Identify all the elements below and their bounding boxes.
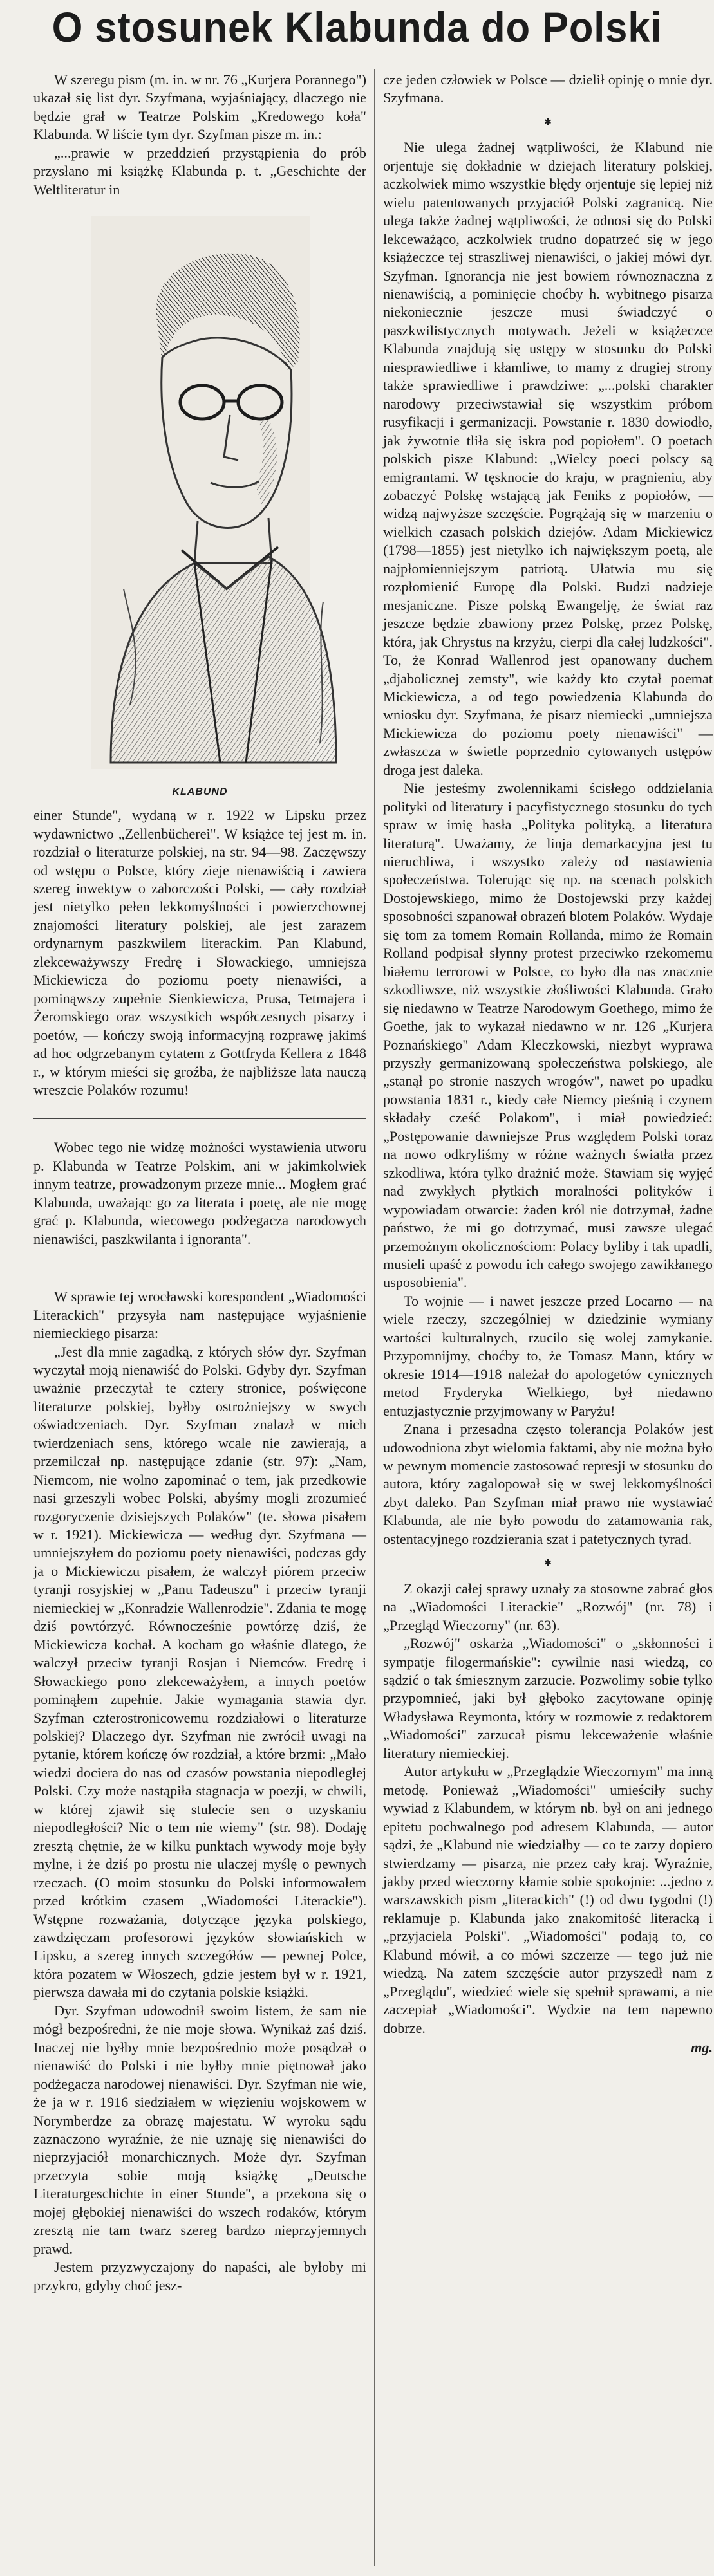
author-signature: mg.	[691, 2039, 713, 2056]
paragraph: Nie ulega żadnej wątpliwości, że Klabund nie orjentuje się dokładnie w dziejach literatury polskiej, aczkolwiek mimo wszystkie błędy orjentuje się lepiej niż wielu patentowanych przyjaciół Polski zagranicą. Nie ulega także żadnej wątpliwości, że odnosi się do Polski lekceważąco, aczkolwiek trudno dopatrzeć się w jego książeczce tej straszliwej nienawiści, o jakiej mówi dyr. Szyfman. Ignorancja nie jest bowiem równoznaczna z nienawiścią, a pominięcie choćby h. wybitnego pisarza niekoniecznie jeszcze musi świadczyć o paszkwilistycznych motywach. Jeżeli w książeczce Klabunda znajdują się ustępy w stosunku do Polski niesprawiedliwe i kłamliwe, to mamy z drugiej strony także sprawiedliwe i prawdziwe: „...polski charakter narodowy przeciwstawiał się wszystkim próbom rusyfikacji i germanizacji. Powstanie r. 1830 dowiodło, jak żywotnie tliła się iskra pod popiołem". O poetach polskich pisze Klabund: „Wielcy poeci polscy są emigrantami. W tęsknocie do kraju, w pragnieniu, aby zobaczyć Polskę wstającą jak Feniks z popiołów, — widzą najwyższe szczęście. Pogrążają się w marzeniu o wielkich czasach polskich dziejów. Adam Mickiewicz (1798—1855) jest nietylko ich największym poetą, ale najpłomienniejszym patriotą. Ułatwia mu się rozpłomienić Europę dla Polski. Budzi nadzieje mesjaniczne. Pisze polską Ewangelję, że świat raz jeszcze będzie zbawiony przez Polskę, przez Polskę, która, jak Chrystus na krzyżu, cierpi dla całej ludzkości". To, że Konrad Wallenrod jest opanowany duchem „djabolicznej zemsty", wie każdy kto czytał poemat Mickiewicza, a od tego powiedzenia Klabunda do wniosku dyr. Szyfmana, że pisarz niemiecki „umniejsza Mickiewicza do poziomu poety nienawiści" — zwłaszcza w świetle poprzednio cytowanych ustępów droga jest daleka.	[383, 139, 713, 778]
paragraph: Nie jesteśmy zwolennikami ścisłego oddzielania polityki od literatury i pacyfistycznego stosunku do tych spraw w imię hasła „Polityka polityką, a literatura literaturą". Uważamy, że linja demarkacyjna jest tu nieruchliwa, i wszystko zależy od nastawienia społeczeństwa. Tolerując się np. na scenach polskich Dostojewskiego, mimo że Dostojewski przy każdej sposobności szpanował obrazeń blotem Polaków. Wydaje się tom za tomem Romain Rollanda, mimo że Romain Rolland podpisał słynny protest przeciwko rzekomemu białemu terrorowi w Polsce, co było dla nas znacznie szkodliwsze, niż wszystkie złośliwości Klabunda. Grało się niedawno w Teatrze Narodowym Goethego, mimo że Goethe, jak to wykazał niedawno w nr. 126 „Kurjera Poznańskiego" Adam Kleczkowski, niezbyt wyprawa przyszły germanizowaną społeczeństwa polskiego, ale „stanął po stronie naszych wrogów", nawet po upadku powstania 1831 r., kiedy całe Niemcy pieśnią i czynem składały cześć Polakom", i miał powiedzieć: „Postępowanie dawniejsze Prus względem Polski toraz na nowo odkryliśmy w różne ważnych światła przez szkodliwa, która tylko drażnić może. Stawiam się wyjęć nad zwykłych płytkich moralności polityków i wypowiadam otwarcie: żaden król nie dotrzymał, żadne państwo, że mi go dotrzymać, musi zawsze ulegać przemożnym okolicznościom: Polacy byliby i tak upadli, musieli upaść z powodu ich całego swojego zawikłanego usposobienia".	[383, 780, 713, 1291]
paragraph: Z okazji całej sprawy uznały za stosowne zabrać głos na „Wiadomości Literackie" „Rozwój" (nr. 78) i „Przegląd Wieczorny" (nr. 63).	[383, 1580, 713, 1633]
paragraph: Dyr. Szyfman udowodnił swoim listem, że sam nie mógł bezpośredni, że nie moje słowa. Wynikaż zaś dziś. Inaczej nie byłby mnie bezpośrednio może posądzał o nienawiść do Polski i nie byłby mnie piętnował jako podżegacza narodowej nienawiści. Dyr. Szyfman nie wie, że ja w r. 1916 siedziałem w więzieniu wojskowem w Norymberdze za obrazę majestatu. W wyroku sądu zaznaczono wyraźnie, że nie uznaję się nienawiści do nieprzyjaciół monarchicznych. Może dyr. Szyfman przeczyta sobie moją książkę „Deutsche Literaturgeschichte in einer Stunde", a przekona się o mojej głębokiej nienawiści do wszech rodaków, którym zresztą nie tam twarz szereg bardzo nieprzyjemnych prawd.	[33, 2002, 366, 2257]
paragraph: To wojnie — i nawet jeszcze przed Locarno — na wiele rzeczy, szczególniej w dziedzinie wymiany wartości kulturalnych, rzucilo się wolej zamykanie. Przypomnijmy, choćby to, że Tomasz Mann, który w okresie 1914—1918 należał do apologetów cynicznych metod Fryderyka Wielkiego, był niedawno entuzjastycznie przyjmowany w Paryżu!	[383, 1292, 713, 1419]
paragraph: W sprawie tej wrocławski korespondent „Wiadomości Literackich" przysyła nam następujące wyjaśnienie niemieckiego pisarza:	[33, 1288, 366, 1342]
right-column	[383, 71, 713, 2057]
paragraph: „Rozwój" oskarża „Wiadomości" o „skłonności i sympatje filogermańskie": cywilnie nasi wiedzą, co sądzić o tak śmiesznym zarzucie. Pozwolimy sobie tylko przypomnieć, jaki był głęboko zacytowane opinję Władysława Reymonta, który w rozmowie z redaktorem „Wiadomości" zarzucał pismu lekceważenie właśnie literatury niemieckiej.	[383, 1635, 713, 1761]
section-star: ✱	[544, 117, 552, 127]
portrait-drawing	[33, 203, 366, 801]
paragraph: einer Stunde", wydaną w r. 1922 w Lipsku przez wydawnictwo „Zellenbücherei". W książce tej jest m. in. rozdział o literaturze polskiej, na str. 94—98. Zaczęwszy od wstępu o Polsce, który zieje nienawiścią i zawiera szereg inwektyw o zaborczości Polski, — cały rozdział jest nietylko pełen lekkomyślności i powierzchownej znajomości literatury polskiej, ale jest zarazem ordynarnym paszkwilem literackim. Pan Klabund, zlekceważywszy Fredrę i Słowackiego, umniejsza Mickiewicza do poziomu poety nienawiści, a pominąwszy zupełnie Sienkiewicza, Prusa, Tetmajera i Żeromskiego oraz wszystkich współczesnych pisarzy i poetów, — kończy swoją informacyjną rozprawę jakimś ad hoc odgrzebanym cytatem z Gottfryda Kellera z 1848 r., w którym mieści się groźba, że najbliższe lata nauczą wreszcie Polaków rozumu!	[33, 807, 366, 1098]
portrait-caption: KLABUND	[172, 786, 228, 798]
paragraph: cze jeden człowiek w Polsce — dzielił opinję o mnie dyr. Szyfmana.	[383, 71, 713, 106]
paragraph: Autor artykułu w „Przeglądzie Wieczornym" ma inną metodę. Ponieważ „Wiadomości" umieściły suchy wywiad z Klabundem, w którym nb. był on ani jednego epitetu pochwalnego pod adresem Klabunda, — autor sądzi, że „Klabund nie wiedziałby — co te zarzy dopiero stwierdzamy — pisarza, nie przez cały kraj. Wyraźnie, jakby przed wieczorny kłamie sobie spokojnie: ...jedno z warszawskich pism „literackich" (!) od dwu tygodni (!) reklamuje p. Klabunda jako znakomitość literacką i „przyjaciela Polski". „Wiadomości" podają to, co Klabund mówił, a co mówi szczerze — tego już nie wiedzą. Na zatem szczęście autor przyszedł nam z „Przeglądu", wiedzieć wiele się spełnił sprawami, a nie zaczepiał „Wiadomości". Wydzie na tem napewno dobrze.	[383, 1763, 713, 2036]
klabund-portrait	[33, 203, 366, 806]
paragraph: Jestem przyzwyczajony do napaści, ale byłoby mi przykro, gdyby choć jesz-	[33, 2259, 366, 2293]
article-title: O stosunek Klabunda do Polski	[52, 3, 662, 51]
paragraph: Znana i przesadna często tolerancja Polaków jest udowodniona zbyt wielomia faktami, aby nie można było w pewnym momencie zastosować represji w stosunku do autora, który zagalopował się w swej lekkomyślności zbyt daleko. Pan Szyfman miał prawo nie wystawiać Klabunda, ale nie było powodu do zatamowania rak, ostentacyjnego rozdzierania szat i patetycznych tyrad.	[383, 1421, 713, 1547]
section-divider	[33, 1118, 366, 1119]
paragraph: „Jest dla mnie zagadką, z których słów dyr. Szyfman wyczytał moją nienawiść do Polski. Gdyby dyr. Szyfman uważnie przeczytał te cztery stronice, poświęcone literaturze polskiej, byłby ostrożniejszy w swych oświadczeniach. Dyr. Szyfman znalazł w mich twierdzeniach sens, którego wcale nie zawierają, a przemilczał np. następujące zdanie (str. 97): „Nam, Niemcom, nie wolno zapominać o tem, jak przedkowie nasi grzeszyli wobec Polski, abyśmy mogli zrozumieć rozgoryczenie dzisiejszych Polaków" (te. słowa pisałem w r. 1921). Mickiewicza — według dyr. Szyfmana — umniejszyłem do poziomu poety nienawiści, podczas gdy ja o Mickiewiczu pisałem, że walczył piórem przeciw tyranji rosyjskiej w „Panu Tadeuszu" i przeciw tyranji niemieckiej w „Konradzie Wallenrodzie". Zdania te mogę dziś powtórzyć. Równocześnie powtórzę dziś, że Mickiewicza kochał. A kocham go właśnie dlatego, że walczył przeciw tyranji Rosjan i Niemców. Fredrę i Słowackiego pono zlekceważyłem, a innych poetów pominąłem zupełnie. Jakie wymagania stawia dyr. Szyfman czterostronicowemu rozdziałowi o literaturze polskiej? Dlaczego dyr. Szyfman nie zwrócił uwagi na pytanie, którem kończę ów rozdział, a które brzmi: „Mało wiedzi dociera do nas od czasów powstania niepodległej Polski. Czy może nastąpiła stagnacja w poezji, w chwili, w której zjawił się stulecie sen o uzyskaniu niepodległości? Nic o tem nie wiemy" (str. 98). Dodaję zresztą chętnie, że w kilku punktach wywody moje były mylne, i że dziś po prostu nie ulaczej myślę o pewnych rzeczach. (O moim stosunku do Polski informowałem przed krótkim czasem „Wiadomości Literackie"). Wstępne rozważania, dotyczące języka polskiego, zawdzięczam profesorowi języków słowiańskich w Lipsku, a szereg innych szczegółów — pewnej Polce, która pozatem w Włoszech, gdzie jestem był w r. 1921, pierwsza dawała mi do czytania polskie książki.	[33, 1343, 366, 2001]
paragraph: W szeregu pism (m. in. w nr. 76 „Kurjera Porannego") ukazał się list dyr. Szyfmana, wyjaśniający, dlaczego nie będzie grał w Teatrze Polskim „Kredowego koła" Klabunda. W liście tym dyr. Szyfman pisze m. in.:	[33, 71, 366, 143]
paragraph: Wobec tego nie widzę możności wystawienia utworu p. Klabunda w Teatrze Polskim, ani w jakimkolwiek innym teatrze, prowadzonym przeze mnie... Mogłem grać Klabunda, uważając go za literata i poetę, ale nie mogę grać p. Klabunda, wiecowego podżegacza narodowych nienawiści, paszkwilanta i ignoranta".	[33, 1139, 366, 1247]
paragraph: „...prawie w przeddzień przystąpienia do prób przysłano mi książkę Klabunda p. t. „Geschichte der Weltliteratur in	[33, 144, 366, 198]
section-star: ✱	[544, 1559, 552, 1569]
left-column	[33, 71, 366, 2295]
column-divider	[374, 69, 375, 2566]
